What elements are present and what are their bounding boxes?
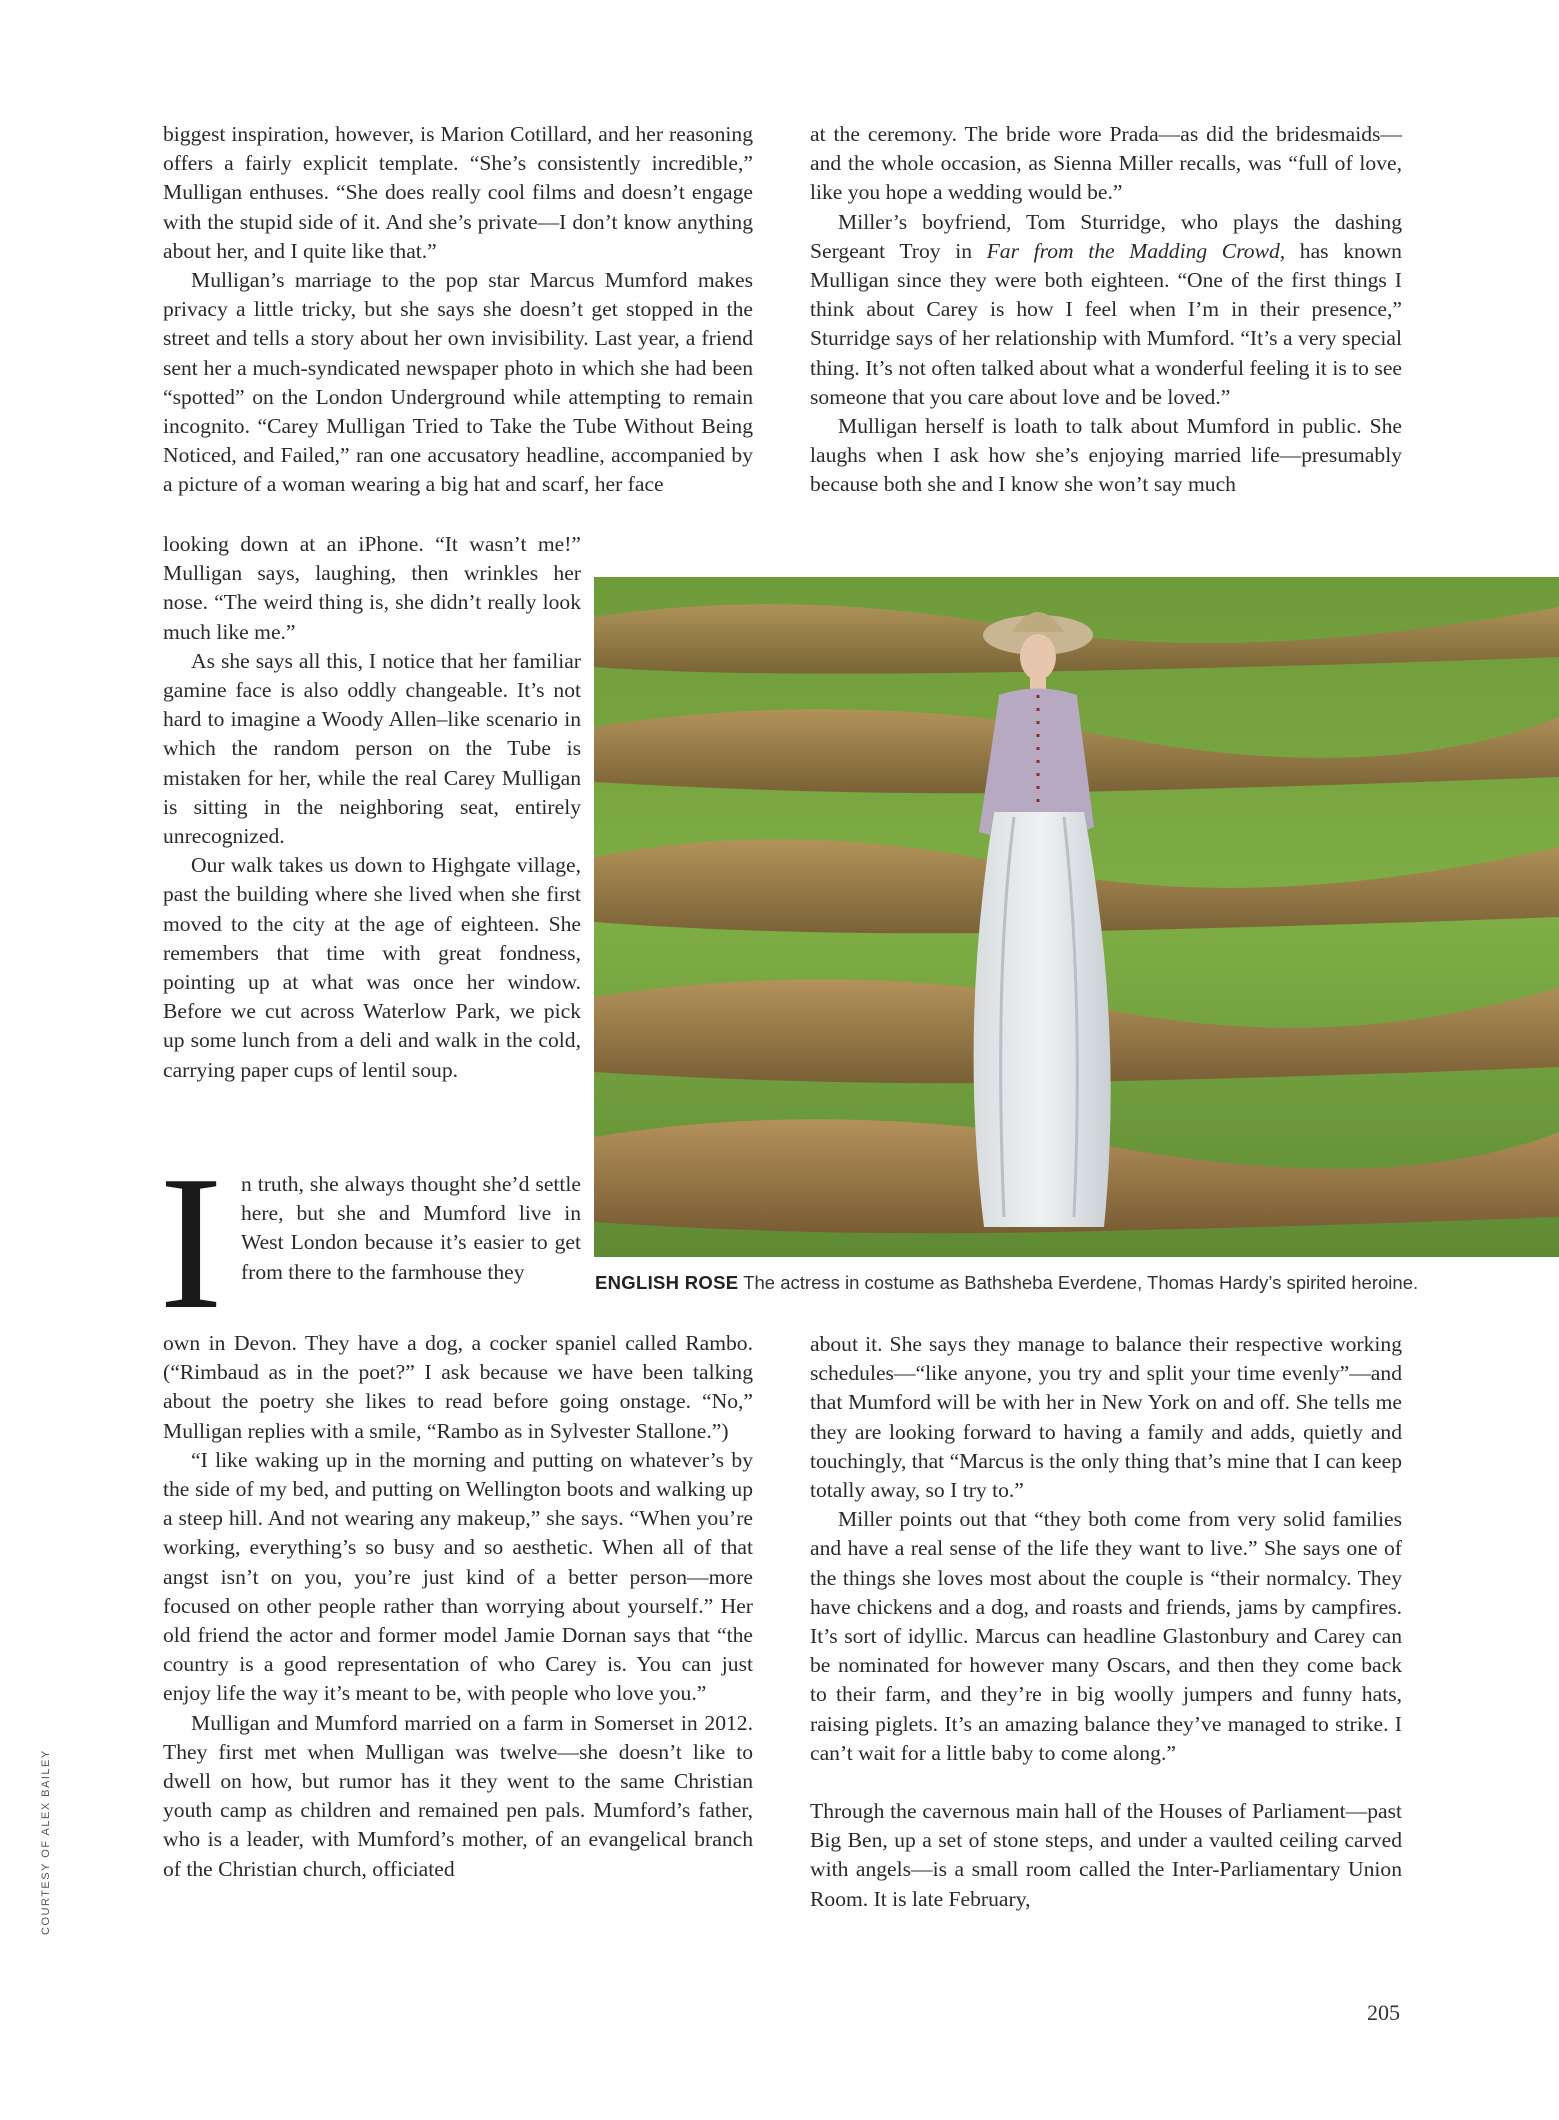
paragraph: Our walk takes us down to Highgate village, past the building where she lived when she first moved to the city at the age of eighteen. She remembers that time with great fondness, pointing up at what was once her window. Before we cut across Waterlow Park, we pick up some lunch from a deli and walk in the cold, carrying paper cups of lentil soup. <box>163 853 581 1082</box>
paragraph: at the ceremony. The bride wore Prada—as did the bridesmaids—and the whole occasion, as Sienna Miller recalls, was “full of love, like you hope a wedding would be.” <box>810 122 1402 205</box>
hero-photo <box>594 577 1559 1257</box>
paragraph: “I like waking up in the morning and putting on whatever’s by the side of my bed, and putting on Wellington boots and walking up a steep hill. And not wearing any makeup,” she says. “When you’re working, everything’s so busy and so aesthetic. When all of that angst isn’t on you, you’re just kind of a better person—more focused on other people rather than worrying about yourself.” Her old friend the actor and former model Jamie Dornan says that “the country is a good representation of who Carey is. You can just enjoy life the way it’s meant to be, with people who love you.” <box>163 1447 753 1706</box>
paragraph: As she says all this, I notice that her familiar gamine face is also oddly changeable. It’s not hard to imagine a Woody Allen–like scenario in which the random person on the Tube is mistaken for her, while the real Carey Mulligan is sitting in the neighboring seat, entirely unrecognized. <box>163 648 581 849</box>
article-column-left-top <box>163 120 753 500</box>
caption-label: ENGLISH ROSE <box>595 1272 739 1293</box>
paragraph: looking down at an iPhone. “It wasn’t me!” Mulligan says, laughing, then wrinkles her nose. “The weird thing is, she didn’t really look much like me.” <box>163 532 581 644</box>
paragraph: Through the cavernous main hall of the Houses of Parliament—past Big Ben, up a set of stone steps, and under a vaulted ceiling carved with angels—is a small room called the Inter-Parliamentary Union Room. It is late February, <box>810 1799 1402 1911</box>
page-number: 205 <box>1367 2000 1400 2025</box>
paragraph: Mulligan herself is loath to talk about Mumford in public. She laughs when I ask how she’s enjoying married life—presumably because both she and I know she won’t say much <box>810 414 1402 497</box>
article-column-left-wrap <box>163 530 581 1085</box>
photo-credit: COURTESY OF ALEX BAILEY <box>40 1749 52 1935</box>
film-title: Far from the Madding Crowd, <box>986 238 1286 263</box>
dropcap-letter: I <box>159 1136 223 1349</box>
caption-text: The actress in costume as Bathsheba Everdene, Thomas Hardy’s spirited heroine. <box>738 1272 1419 1293</box>
paragraph: Miller’s boyfriend, Tom Sturridge, who plays the dashing Sergeant Troy in Far from the Madding Crowd, has known Mulligan since they were both eighteen. “One of the first things I think about Carey is how I feel when I’m in their presence,” Sturridge says of her relationship with Mumford. “It’s a very special thing. It’s not often talked about what a wonderful feeling it is to see someone that you care about love and be loved.” <box>810 209 1402 409</box>
paragraph: biggest inspiration, however, is Marion Cotillard, and her reasoning offers a fairly explicit template. “She’s consistently incredible,” Mulligan enthuses. “She does really cool films and doesn’t engage with the stupid side of it. And she’s private—I don’t know anything about her, and I quite like that.” <box>163 122 753 263</box>
paragraph: Mulligan and Mumford married on a farm in Somerset in 2012. They first met when Mulligan was twelve—she doesn’t like to dwell on how, but rumor has it they went to the same Christian youth camp as children and remained pen pals. Mumford’s father, who is a leader, with Mumford’s mother, of an evangelical branch of the Christian church, officiated <box>163 1710 753 1881</box>
paragraph: Miller points out that “they both come from very solid families and have a real sense of the life they want to live.” She says one of the things she loves most about the couple is “their normalcy. They have chickens and a dog, and roasts and friends, jams by campfires. It’s sort of idyllic. Marcus can headline Glastonbury and Carey can be nominated for however many Oscars, and then they come back to their farm, and they’re in big woolly jumpers and funny hats, raising piglets. It’s an amazing balance they’ve managed to strike. I can’t wait for a little baby to come along.” <box>810 1507 1402 1765</box>
paragraph: n truth, she always thought she’d settle here, but she and Mumford live in West London because it’s easier to get from there to the farmhouse they <box>240 1172 581 1284</box>
paragraph: about it. She says they manage to balance their respective working schedules—“like anyone, you try and split your time evenly”—and that Mumford will be with her in New York on and off. She tells me they are looking forward to having a family and adds, quietly and touchingly, that “Marcus is the only thing that’s mine that I can keep totally away, so I try to.” <box>810 1332 1402 1503</box>
paragraph: Mulligan’s marriage to the pop star Marcus Mumford makes privacy a little tricky, but she says she doesn’t get stopped in the street and tells a story about her own invisibility. Last year, a friend sent her a much-syndicated newspaper photo in which she had been “spotted” on the London Underground while attempting to remain incognito. “Carey Mulligan Tried to Take the Tube Without Being Noticed, and Failed,” ran one accusatory headline, accompanied by a picture of a woman wearing a big hat and scarf, her face <box>163 268 753 497</box>
article-column-right-top <box>810 120 1402 500</box>
photo-caption <box>595 1272 1545 1294</box>
article-column-right-bottom <box>810 1330 1402 1914</box>
paragraph: own in Devon. They have a dog, a cocker spaniel called Rambo. (“Rimbaud as in the poet?” I ask because we have been talking about the poetry she likes to read before going onstage. “No,” Mulligan replies with a smile, “Rambo as in Sylvester Stallone.”) <box>163 1331 753 1443</box>
dropcap-block <box>159 1136 581 1349</box>
field-scene-image <box>594 577 1559 1257</box>
article-column-left-bottom <box>163 1329 753 1884</box>
